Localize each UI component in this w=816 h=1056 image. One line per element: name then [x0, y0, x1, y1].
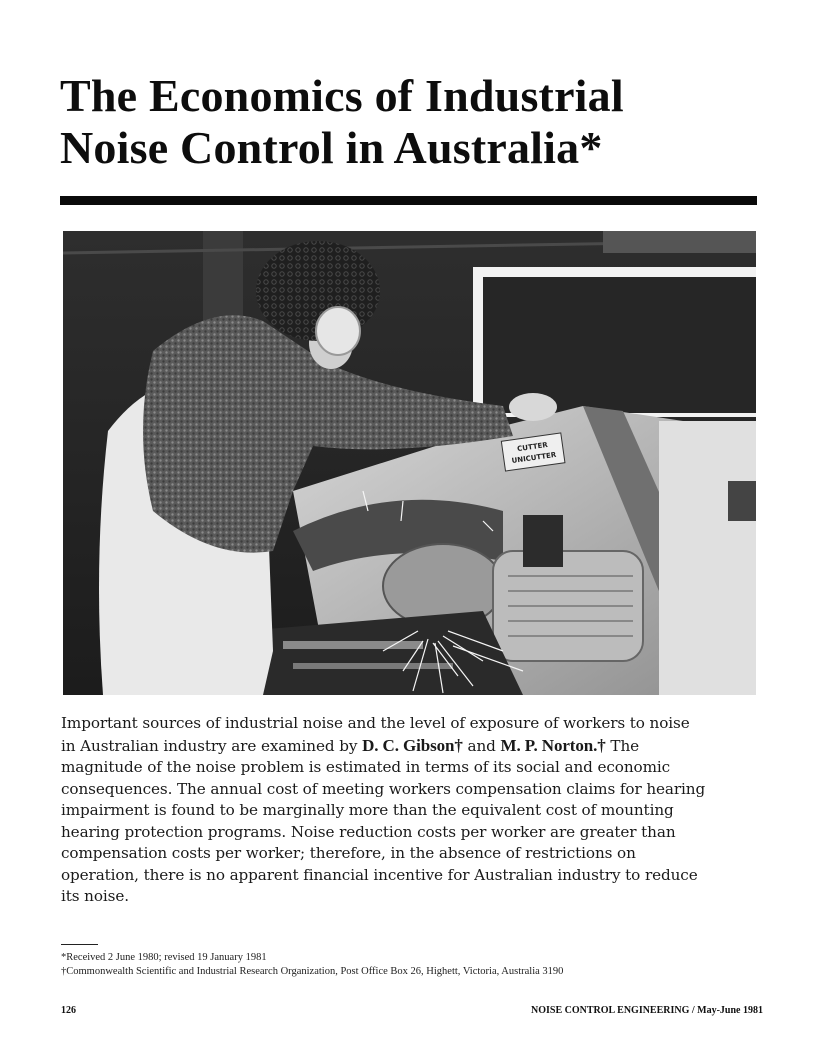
- motor-plate: [523, 515, 563, 567]
- abstract-line-8: operation, there is no apparent financial incentive for Australian industry to reduce: [61, 865, 698, 884]
- machine-label-line1: CUTTER: [516, 440, 549, 454]
- metal-bar-1: [283, 641, 423, 649]
- ear-muff-icon: [316, 307, 360, 355]
- title-line-1: The Economics of Industrial: [60, 70, 624, 121]
- page-number: 126: [61, 1005, 76, 1016]
- machine-cabinet: [659, 421, 756, 695]
- abstract-line-9: its noise.: [61, 887, 129, 905]
- abstract: [61, 713, 761, 908]
- abstract-line-5: impairment is found to be marginally more than the equivalent cost of mounting: [61, 801, 674, 819]
- abstract-line-1: Important sources of industrial noise and the level of exposure of workers to noise: [61, 714, 690, 732]
- page-footer: [61, 1005, 763, 1021]
- abstract-line-6: hearing protection programs. Noise reduction costs per worker are greater than: [61, 822, 676, 841]
- abstract-line-2: [61, 735, 761, 758]
- worker-hands: [509, 393, 557, 421]
- title-line-2: Noise Control in Australia*: [60, 122, 603, 173]
- article-title: [60, 70, 760, 174]
- footnote-received: *Received 2 June 1980; revised 19 January 1981: [61, 952, 267, 963]
- author-gibson: D. C. Gibson†: [362, 735, 463, 755]
- footnotes: [61, 951, 761, 979]
- abstract-line-4: consequences. The annual cost of meeting workers compensation claims for hearing: [61, 779, 706, 798]
- author-norton: M. P. Norton.†: [500, 735, 606, 755]
- photo-illustration: [63, 231, 756, 695]
- ceiling-light: [603, 231, 756, 253]
- footnote-rule: [61, 944, 98, 945]
- cabinet-handle: [728, 481, 756, 521]
- article-photo: [63, 231, 756, 695]
- journal-name: NOISE CONTROL ENGINEERING / May-June 1981: [531, 1005, 763, 1016]
- abstract-line-2a: in Australian industry are examined by: [61, 736, 363, 755]
- metal-bar-2: [293, 663, 453, 669]
- footnote-affiliation: †Commonwealth Scientific and Industrial Research Organization, Post Office Box 26, Highett, Victoria, Australia 3190: [61, 966, 564, 977]
- abstract-line-3: magnitude of the noise problem is estimated in terms of its social and economic: [61, 758, 671, 776]
- abstract-line-7: compensation costs per worker; therefore, in the absence of restrictions on: [61, 844, 636, 862]
- title-rule: [60, 196, 757, 205]
- machine-label-line2: UNICUTTER: [511, 450, 557, 466]
- abstract-line-2b: and: [462, 736, 501, 755]
- abstract-line-2c: The: [605, 736, 640, 755]
- enclosure-window: [483, 277, 756, 413]
